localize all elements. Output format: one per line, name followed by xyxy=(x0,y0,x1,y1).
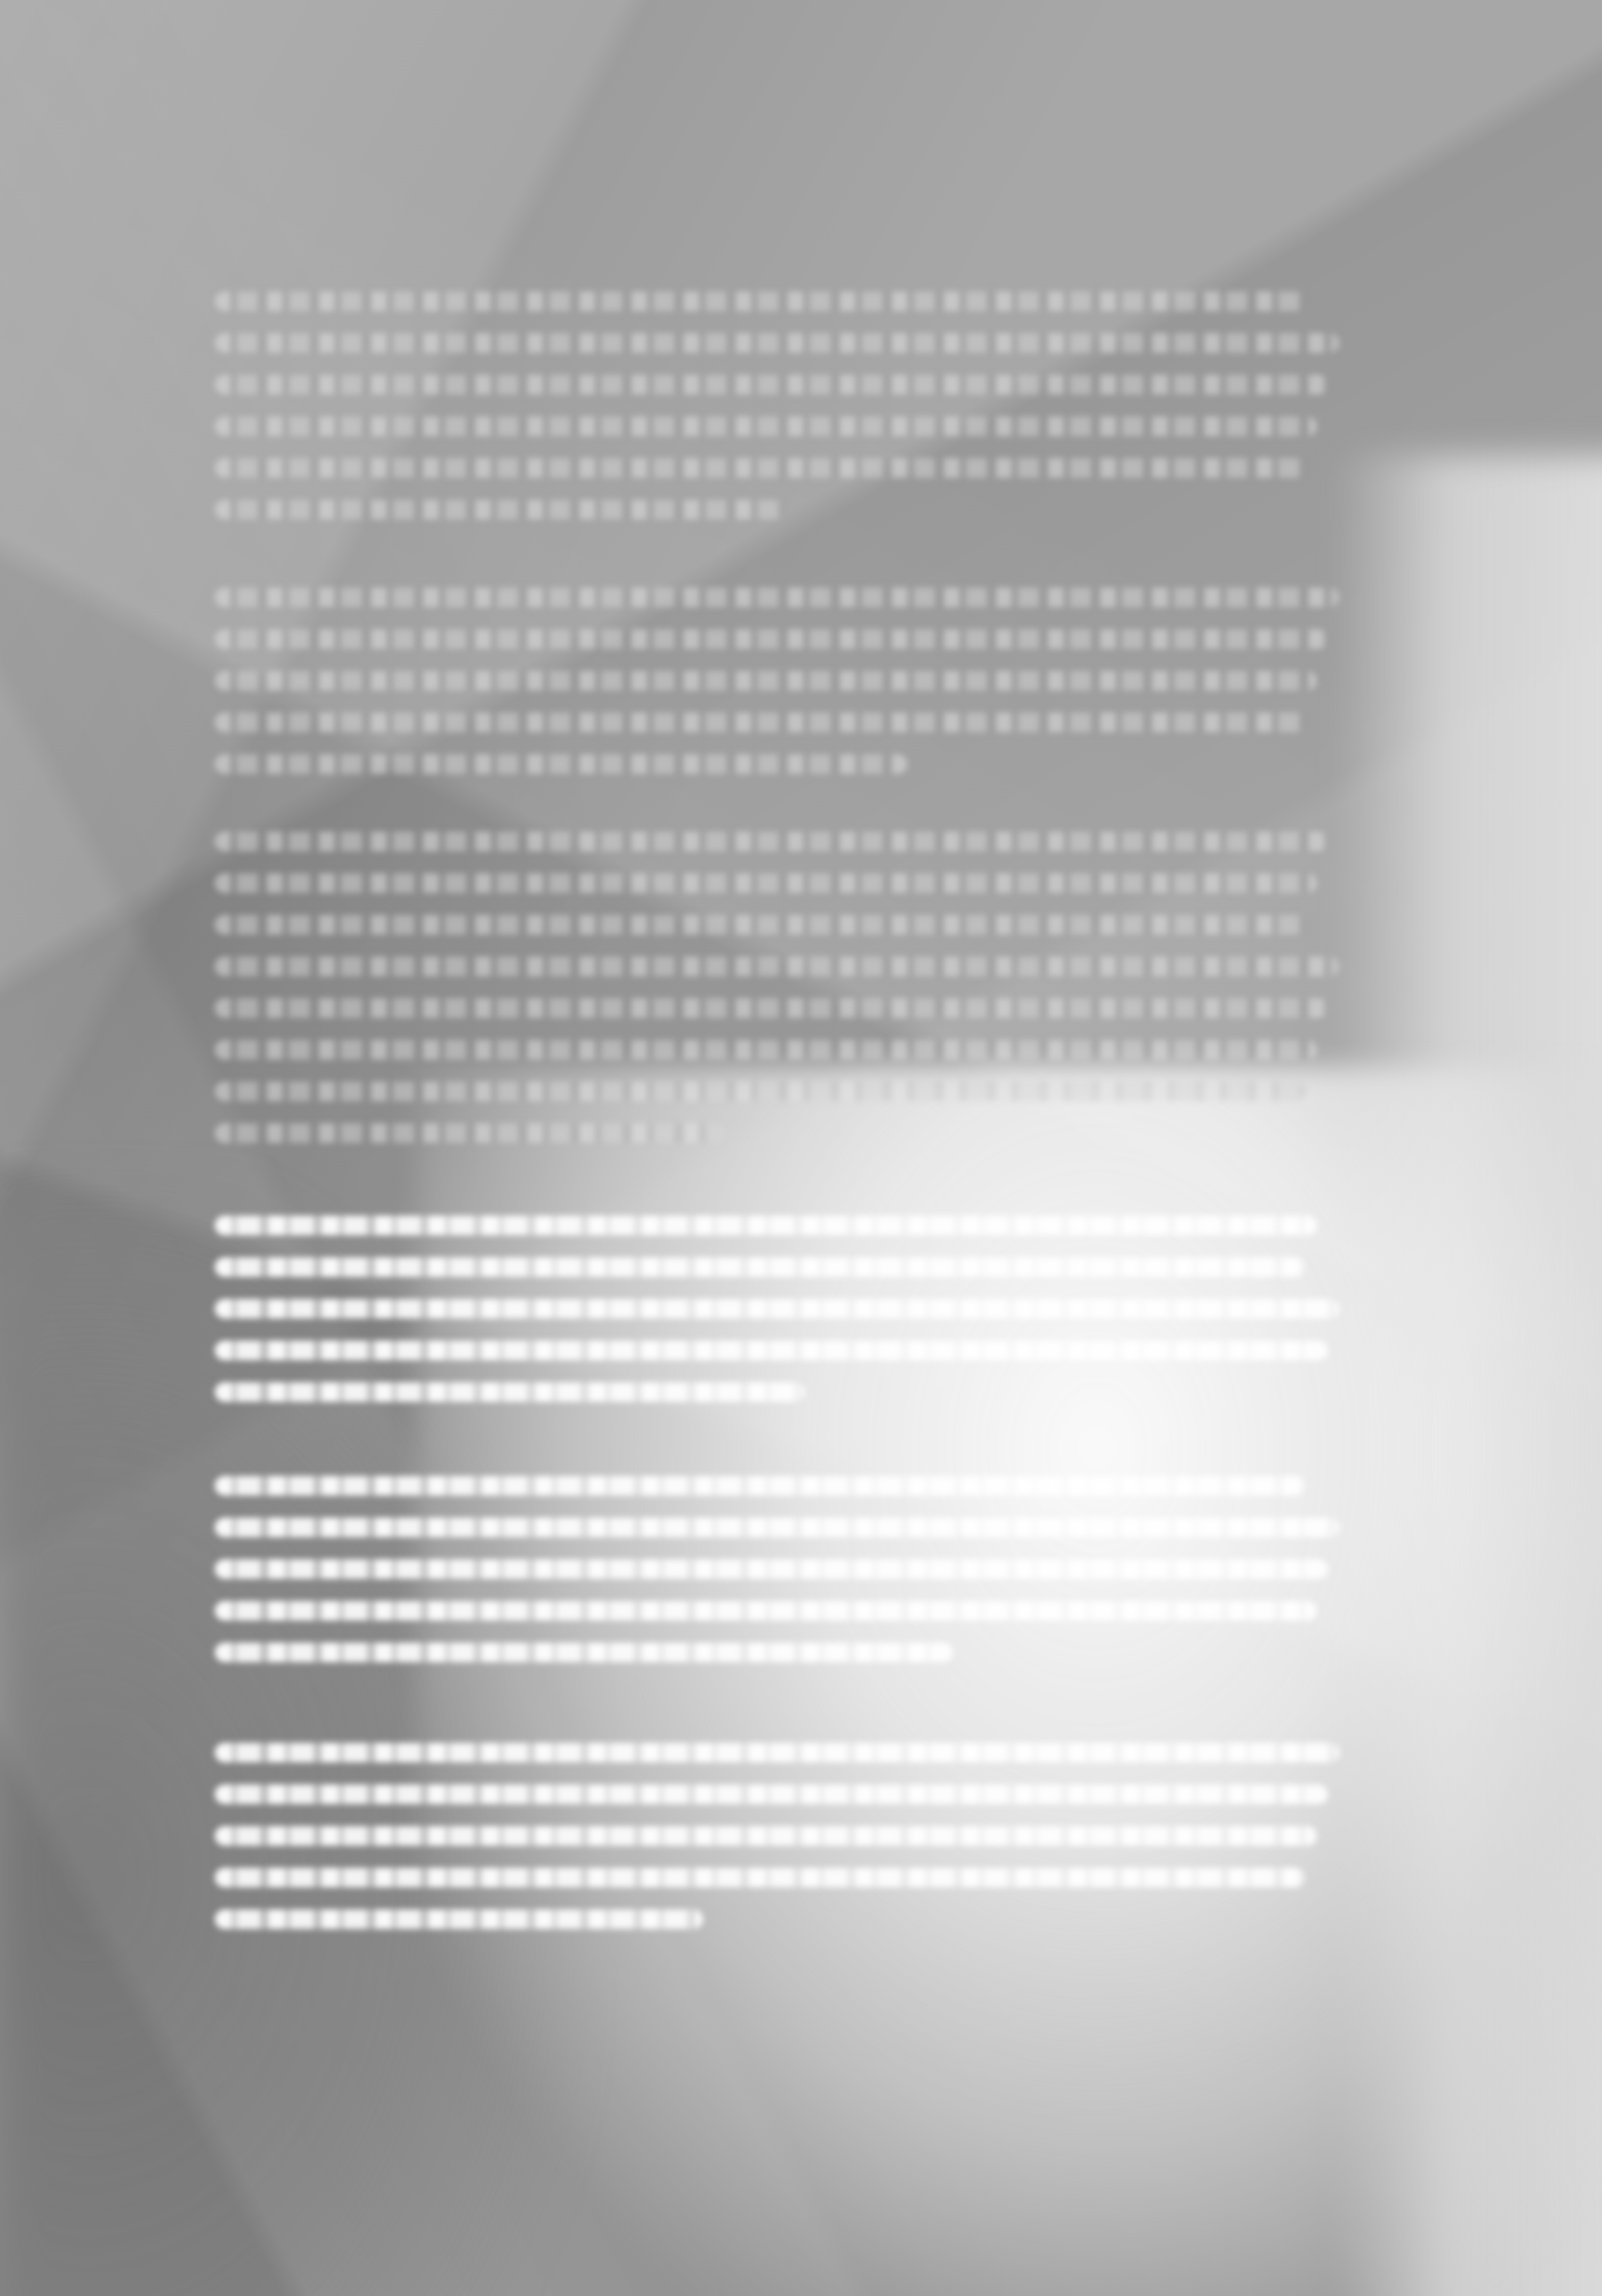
text-line-streak xyxy=(215,417,1317,436)
text-line-streak xyxy=(215,500,783,519)
illegible-text-block xyxy=(215,280,1351,1972)
text-line-streak xyxy=(215,1082,1305,1101)
text-line-streak xyxy=(215,1601,1317,1620)
paragraph-4 xyxy=(215,1204,1351,1419)
text-line-streak xyxy=(215,375,1328,394)
text-line-streak xyxy=(215,1299,1340,1319)
text-line-streak xyxy=(215,1784,1328,1804)
text-line-streak xyxy=(215,1559,1328,1579)
text-line-streak xyxy=(215,671,1317,690)
text-line-streak xyxy=(215,588,1340,607)
text-line-streak xyxy=(215,1743,1340,1762)
text-line-streak xyxy=(215,333,1340,353)
text-line-streak xyxy=(215,1476,1305,1496)
text-line-streak xyxy=(215,458,1305,478)
text-line-streak xyxy=(215,1643,953,1662)
text-line-streak xyxy=(215,1257,1305,1277)
paragraph-5 xyxy=(215,1464,1351,1679)
text-line-streak xyxy=(215,292,1305,311)
paragraph-2 xyxy=(215,576,1351,787)
text-line-streak xyxy=(215,915,1305,935)
text-line-streak xyxy=(215,1909,703,1929)
text-line-streak xyxy=(215,1341,1328,1360)
text-line-streak xyxy=(215,1868,1305,1887)
text-line-streak xyxy=(215,1382,805,1402)
text-line-streak xyxy=(215,832,1328,851)
text-line-streak xyxy=(215,1216,1317,1235)
text-line-streak xyxy=(215,1826,1317,1846)
text-line-streak xyxy=(215,873,1317,893)
paragraph-3 xyxy=(215,820,1351,1155)
text-line-streak xyxy=(215,957,1340,976)
text-line-streak xyxy=(215,1123,726,1143)
text-line-streak xyxy=(215,629,1328,649)
paragraph-1 xyxy=(215,280,1351,537)
text-line-streak xyxy=(215,713,1305,732)
text-line-streak xyxy=(215,1040,1317,1059)
text-line-streak xyxy=(215,754,907,774)
paragraph-6 xyxy=(215,1731,1351,1946)
text-line-streak xyxy=(215,998,1328,1018)
text-line-streak xyxy=(215,1518,1340,1537)
